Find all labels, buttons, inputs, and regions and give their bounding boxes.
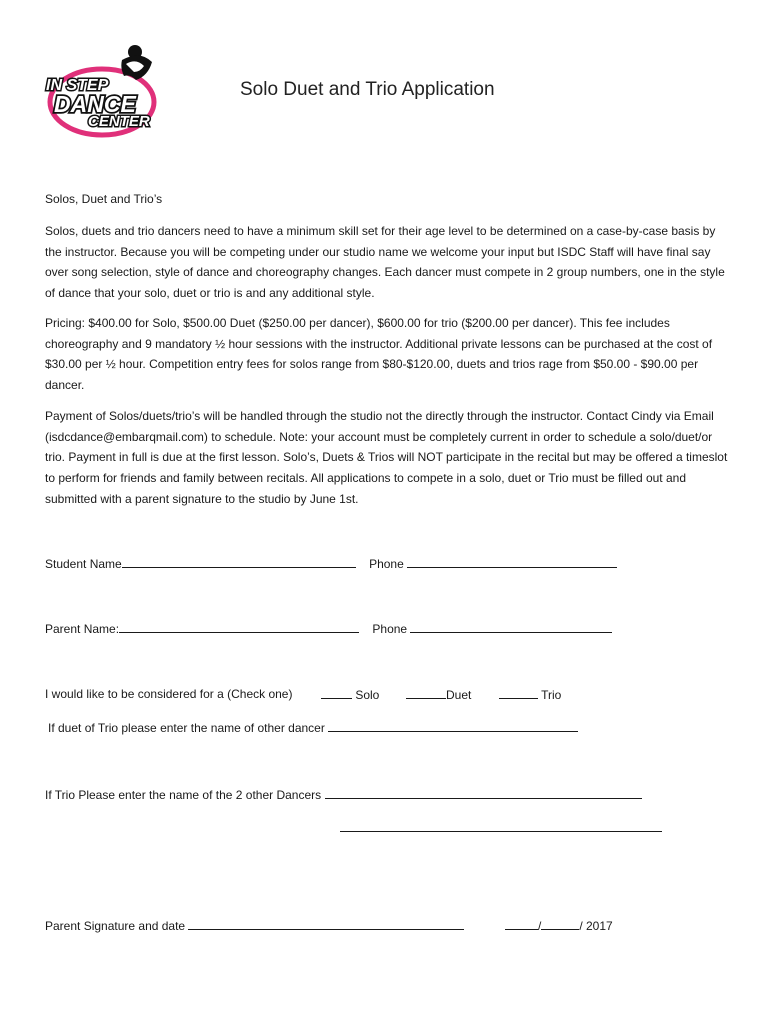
trio-check-field[interactable] bbox=[499, 687, 538, 699]
student-phone-label: Phone bbox=[369, 557, 408, 571]
pricing-paragraph: Pricing: $400.00 for Solo, $500.00 Duet ($250.00 per dancer), $600.00 for trio ($200.00 per dancer). This fee includes choreography and 9 mandatory ½ hour sessions with the instructor. Additional private lessons can be purchased at the cost of $30.00 per ½ hour. Competition entry fees for solos range from $80-$120.00, duets and trios rage from $50.00 - $90.00 per dancer. bbox=[45, 316, 713, 393]
trio-others-label: If Trio Please enter the name of the 2 other Dancers bbox=[45, 788, 325, 802]
page-title: Solo Duet and Trio Application bbox=[240, 79, 495, 100]
trio-other-field-1[interactable] bbox=[325, 787, 642, 799]
trio-others-row bbox=[45, 787, 642, 802]
duet-other-field[interactable] bbox=[328, 720, 578, 732]
requirements-paragraph: Solos, duets and trio dancers need to have a minimum skill set for their age level to be determined on a case-by-case basis by the instructor. Because you will be competing under our studio name we welcome your input but ISDC Staff will have final say over song selection, style of dance and choreography changes. Each dancer must compete in 2 group numbers, one in the style of dance that your solo, duet or trio is and any additional style. bbox=[45, 224, 725, 301]
duet-other-label: If duet of Trio please enter the name of other dancer bbox=[48, 721, 329, 735]
parent-name-label: Parent Name: bbox=[45, 622, 120, 636]
payment-paragraph: Payment of Solos/duets/trio’s will be handled through the studio not the directly through the instructor. Contact Cindy via Email (isdcdance@embarqmail.com) to schedule. Note: your account must be completely current in order to schedule a solo/duet/or trio. Payment in full is due at the first lesson. Solo’s, Duets & Trios will NOT participate in the recital but may be offered a timeslot to perform for friends and family between recitals. All applications to compete in a solo, duet or Trio must be filled out and submitted with a parent signature to the studio by June 1st. bbox=[45, 409, 728, 506]
in-step-dance-center-logo bbox=[40, 40, 180, 145]
trio-label: Trio bbox=[538, 688, 562, 702]
student-phone-field[interactable] bbox=[407, 556, 617, 568]
duet-label: Duet bbox=[446, 688, 472, 702]
section-heading: Solos, Duet and Trio’s bbox=[45, 192, 163, 206]
duet-check-field[interactable] bbox=[406, 687, 446, 699]
trio-other-field-2[interactable] bbox=[340, 820, 662, 832]
date-day-field[interactable] bbox=[541, 918, 579, 930]
trio-other-row-2 bbox=[340, 820, 662, 835]
parent-phone-label: Phone bbox=[372, 622, 411, 636]
signature-label: Parent Signature and date bbox=[45, 919, 189, 933]
signature-row bbox=[45, 918, 464, 933]
signature-field[interactable] bbox=[188, 918, 464, 930]
logo-line-3: CENTER bbox=[88, 113, 150, 130]
date-row: / / 2017 bbox=[505, 918, 613, 933]
parent-name-row bbox=[45, 621, 612, 636]
parent-phone-field[interactable] bbox=[410, 621, 612, 633]
student-name-row bbox=[45, 556, 617, 571]
date-month-field[interactable] bbox=[505, 918, 538, 930]
solo-check-field[interactable] bbox=[321, 687, 352, 699]
student-name-field[interactable] bbox=[122, 556, 356, 568]
consider-label: I would like to be considered for a (Check one) bbox=[45, 687, 293, 701]
parent-name-field[interactable] bbox=[119, 621, 359, 633]
trio-option bbox=[499, 687, 561, 702]
student-name-label: Student Name bbox=[45, 557, 122, 571]
solo-option bbox=[321, 687, 379, 702]
solo-label: Solo bbox=[352, 688, 380, 702]
logo-line-1: IN STEP bbox=[46, 77, 109, 94]
duet-option bbox=[406, 687, 471, 702]
date-year: / 2017 bbox=[579, 919, 613, 933]
logo-line-2: DANCE bbox=[54, 91, 136, 117]
duet-other-row bbox=[48, 720, 578, 735]
